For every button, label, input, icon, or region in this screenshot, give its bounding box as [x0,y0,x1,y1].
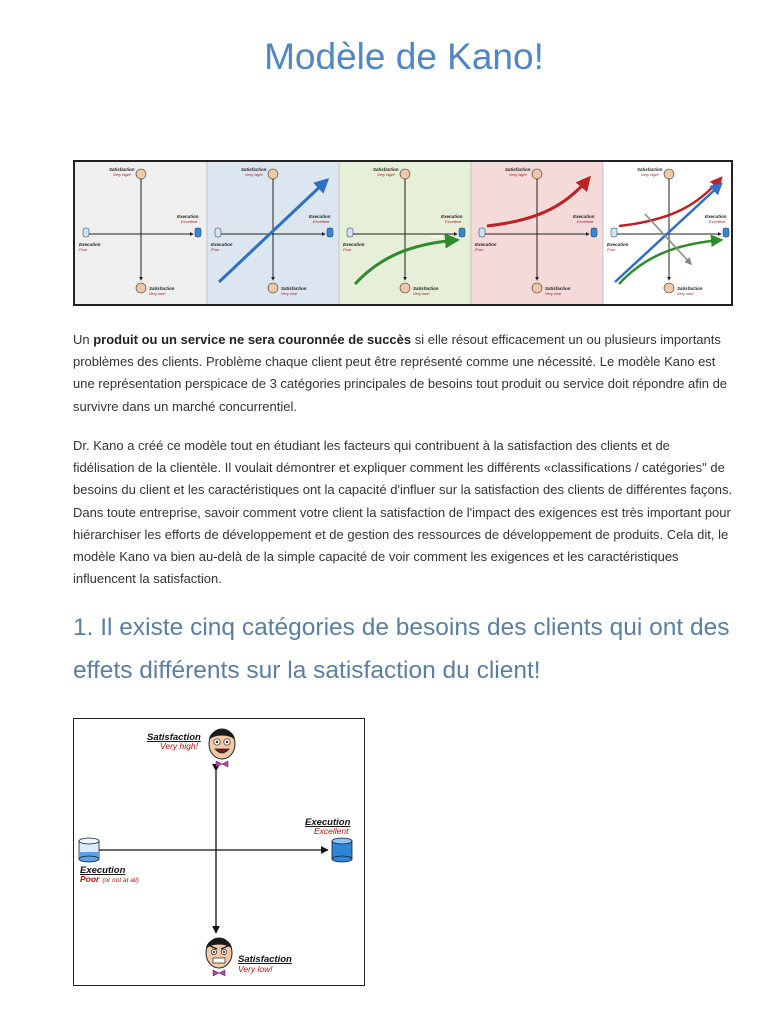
strip-panel-1 [75,162,207,304]
page-title: Modèle de Kano! [264,36,544,77]
kano-axes-svg [74,719,363,984]
label-execution-left: Execution [80,865,126,876]
database-empty-icon [79,838,99,862]
strip-panel-4 [471,162,603,304]
strip-panel-2 [207,162,339,304]
intro-p1-bold: produit ou un service ne sera couronnée de succès [93,332,412,347]
intro-p1-rest: si elle résout efficacement un ou plusieurs importants problèmes des clients. Problème chaque client peut être représenté comme une nécessité. Le modèle Kano est une représentation perspicace de 3 catégories principales de besoins tout produit ou service doit répondre afin de survivre dans un marché concurrentiel. [73,332,728,414]
happy-face-icon [209,729,235,767]
kano-models-strip-image [73,160,733,306]
intro-p1-prefix: Un [73,332,94,347]
strip-panel-3 [339,162,471,304]
label-poor-note: (or not at all) [102,877,139,884]
label-execution-right: Execution [305,817,351,828]
section-heading-1: 1. Il existe cinq catégories de besoins des clients qui ont des effets différents sur la satisfaction du client! [73,614,730,684]
intro-paragraph-2: Dr. Kano a créé ce modèle tout en étudiant les facteurs qui contribuent à la satisfaction des clients et de fidélisation de la clientèle. Il voulait démontrer et expliquer comment les différents «classifications / catégories" de besoins du client et les caractéristiques ont la capacité d'influer sur la satisfaction des clients de différentes façons. Dans toute entreprise, savoir comment votre client la satisfaction de l'impact des exigences est très important pour hiérarchiser les efforts de développement et de gestion des ressources de développement de produits. Cela dit, le modèle Kano va bien au-delà de la simple capacité de voir comment les exigences et les caractéristiques influencent la satisfaction. [73,438,733,587]
kano-axes-diagram [73,718,365,986]
label-poor-text: Poor [80,874,100,884]
label-very-low: Very low! [238,964,273,974]
label-satisfaction-top: Satisfaction [147,732,201,743]
label-very-high: Very high! [160,741,198,751]
angry-face-icon [206,938,232,976]
strip-panel-5 [603,162,731,304]
kano-strip-svg [75,162,731,304]
label-excellent: Excellent [314,826,349,836]
database-full-icon [332,838,352,862]
label-satisfaction-bottom: Satisfaction [238,954,292,965]
svg-text:Basic: Basic [431,234,444,239]
intro-paragraph-1 [73,329,733,418]
